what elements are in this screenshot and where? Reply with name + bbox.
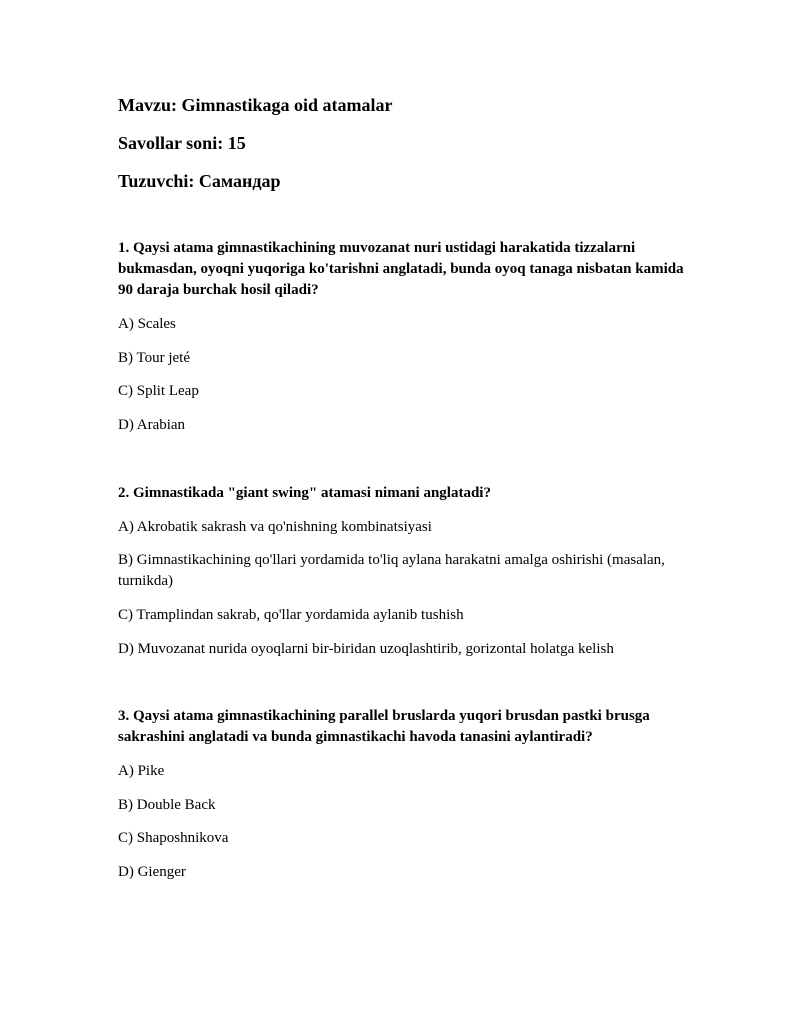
question-1-text: 1. Qaysi atama gimnastikachining muvozanat nuri ustidagi harakatida tizzalarni bukmasdan, oyoqni yuqoriga ko'tarishni anglatadi, bunda oyoq tanaga nisbatan kamida 90 daraja burchak hosil qiladi?: [118, 240, 684, 298]
question-3-option-c: C) Shaposhnikova: [118, 830, 229, 846]
question-3-option-b: B) Double Back: [118, 797, 216, 813]
question-1-option-d: D) Arabian: [118, 417, 186, 433]
author-line: Tuzuvchi: Самандар: [118, 171, 281, 191]
question-2-option-a: A) Akrobatik sakrash va qo'nishning kombinatsiyasi: [118, 519, 432, 535]
question-2-option-d: D) Muvozanat nurida oyoqlarni bir-biridan uzoqlashtirib, gorizontal holatga kelish: [118, 641, 614, 657]
question-3-option-a: A) Pike: [118, 763, 165, 779]
question-2-text: 2. Gimnastikada "giant swing" atamasi nimani anglatadi?: [118, 485, 491, 501]
question-3-text: 3. Qaysi atama gimnastikachining parallel bruslarda yuqori brusdan pastki brusga sakrashini anglatadi va bunda gimnastikachi havoda tanasini aylantiradi?: [118, 708, 650, 745]
question-2-option-c: C) Tramplindan sakrab, qo'llar yordamida aylanib tushish: [118, 607, 464, 623]
topic-heading: Mavzu: Gimnastikaga oid atamalar: [118, 95, 393, 115]
question-3-option-d: D) Gienger: [118, 864, 186, 880]
question-2-option-b: B) Gimnastikachining qo'llari yordamida to'liq aylana harakatni amalga oshirishi (masalan, turnikda): [118, 552, 665, 589]
question-1-option-a: A) Scales: [118, 316, 176, 332]
question-1-option-b: B) Tour jeté: [118, 350, 190, 366]
question-1-option-c: C) Split Leap: [118, 383, 199, 399]
question-count: Savollar soni: 15: [118, 133, 246, 153]
